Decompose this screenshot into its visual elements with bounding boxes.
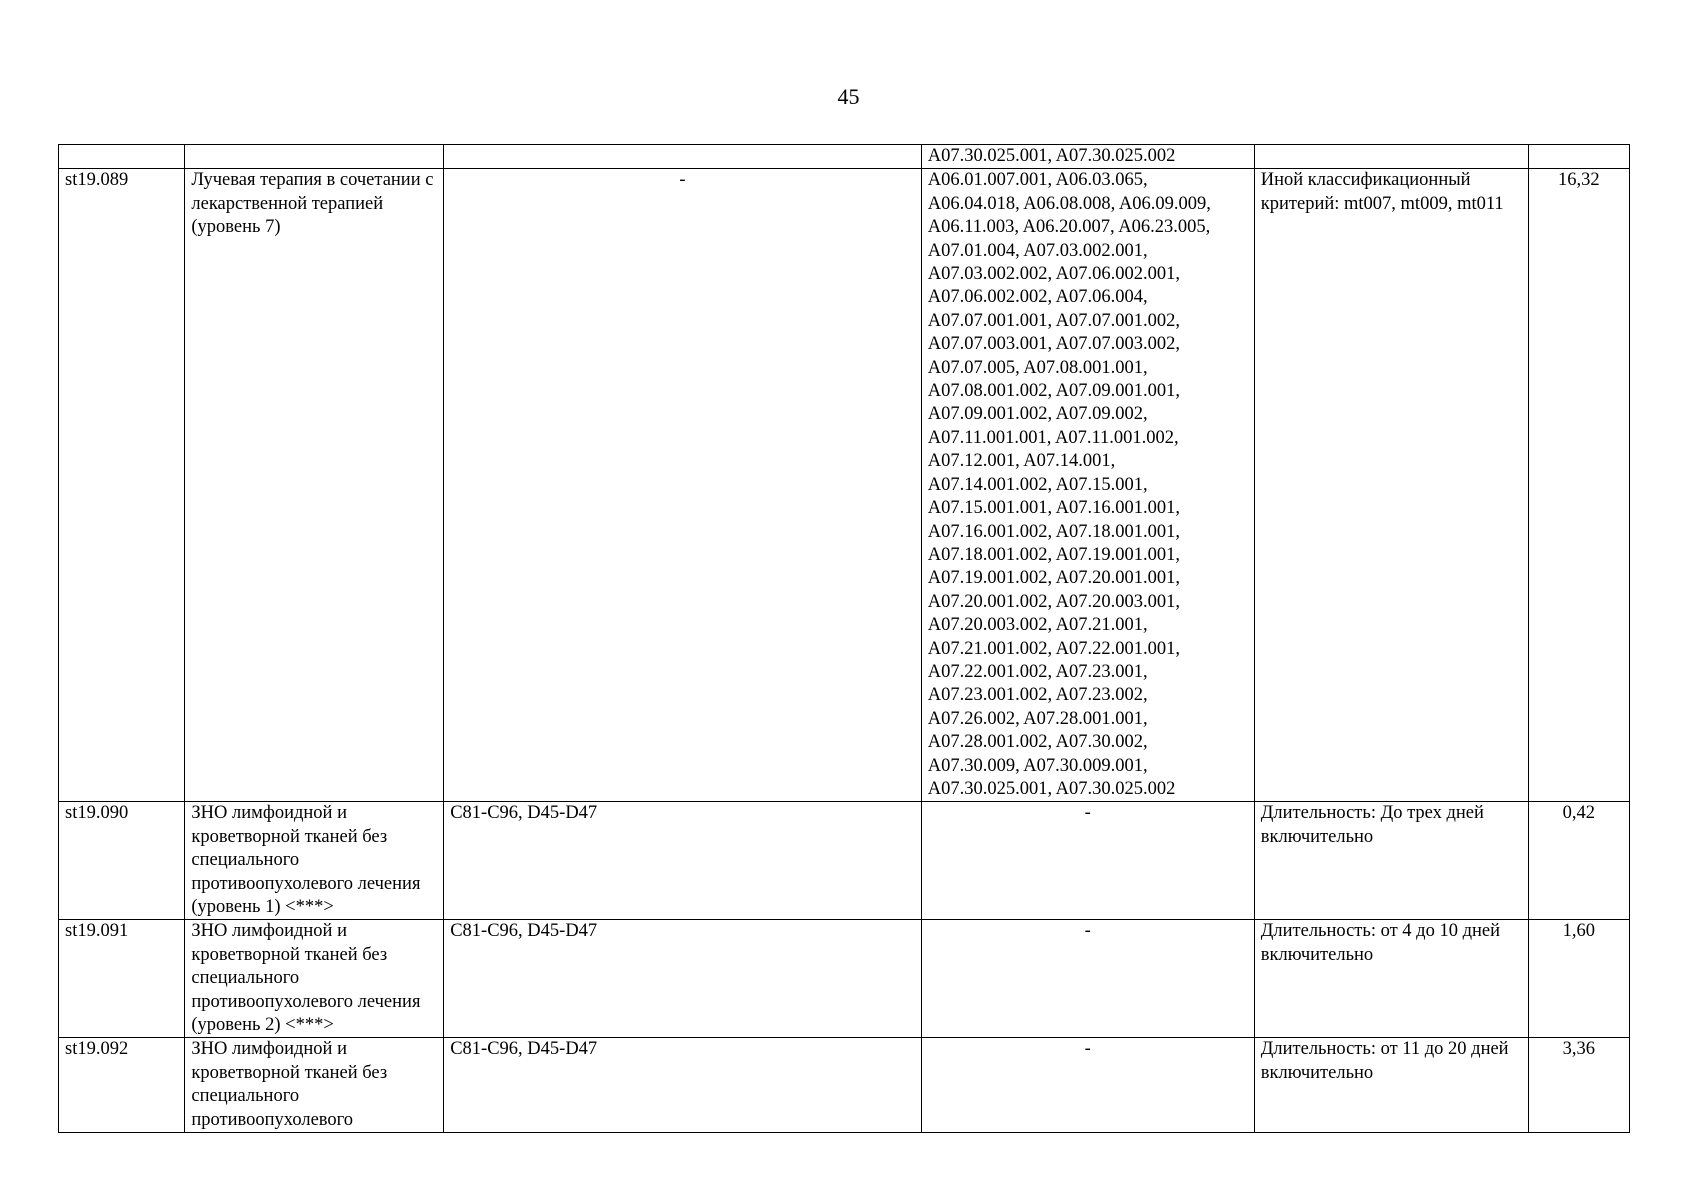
- service-line: A07.22.001.002, A07.23.001,: [927, 661, 1148, 682]
- cell-code: st19.089: [59, 169, 185, 802]
- cell-name: ЗНО лимфоидной и кроветворной тканей без специального противоопухолевого лечения (уровень 1) <***>: [185, 802, 444, 920]
- service-line: A07.09.001.002, A07.09.002,: [927, 404, 1148, 425]
- cell-name: Лучевая терапия в сочетании с лекарственной терапией (уровень 7): [185, 169, 444, 802]
- service-line: A06.04.018, A06.08.008, A06.09.009,: [927, 193, 1211, 214]
- service-line: A07.30.025.001, A07.30.025.002: [927, 778, 1176, 799]
- service-line: A07.23.001.002, A07.23.002,: [927, 685, 1148, 706]
- service-line: A07.26.002, A07.28.001.001,: [927, 708, 1148, 729]
- table-row: [59, 920, 1630, 1038]
- cell-services: [921, 169, 1254, 802]
- service-line: A07.03.002.002, A07.06.002.001,: [927, 264, 1181, 285]
- service-line: A07.21.001.002, A07.22.001.001,: [927, 638, 1181, 659]
- cell-services: -: [921, 1038, 1254, 1133]
- service-line: A07.15.001.001, A07.16.001.001,: [927, 498, 1181, 519]
- cell-criteria: Длительность: от 4 до 10 дней включительно: [1254, 920, 1528, 1038]
- cell-services: -: [921, 920, 1254, 1038]
- cell-coefficient: 3,36: [1528, 1038, 1629, 1133]
- page-number: 45: [837, 84, 860, 109]
- cell-diagnoses: -: [444, 169, 922, 802]
- cell-code: st19.091: [59, 920, 185, 1038]
- table-row: [59, 169, 1630, 802]
- service-line: A07.07.003.001, A07.07.003.002,: [927, 334, 1181, 355]
- cell-diagnoses: C81-C96, D45-D47: [444, 920, 922, 1038]
- service-line: A07.20.001.002, A07.20.003.001,: [927, 591, 1181, 612]
- cell-diagnoses: C81-C96, D45-D47: [444, 802, 922, 920]
- service-line: A06.11.003, A06.20.007, A06.23.005,: [927, 217, 1211, 238]
- service-line: A07.19.001.002, A07.20.001.001,: [927, 568, 1181, 589]
- cell-criteria: Длительность: До трех дней включительно: [1254, 802, 1528, 920]
- cell-code: [59, 145, 185, 169]
- cell-name: [185, 145, 444, 169]
- cell-coefficient: 0,42: [1528, 802, 1629, 920]
- service-line: A07.08.001.002, A07.09.001.001,: [927, 381, 1181, 402]
- service-line: A07.14.001.002, A07.15.001,: [927, 474, 1148, 495]
- table-row-continuation: [59, 145, 1630, 169]
- cell-diagnoses: [444, 145, 922, 169]
- cell-services: -: [921, 802, 1254, 920]
- tariff-table: [58, 144, 1630, 1133]
- service-line: A07.30.009, A07.30.009.001,: [927, 755, 1148, 776]
- cell-code: st19.090: [59, 802, 185, 920]
- service-line: A07.01.004, A07.03.002.001,: [927, 240, 1148, 261]
- cell-services: [921, 145, 1254, 169]
- cell-code: st19.092: [59, 1038, 185, 1133]
- service-line: A07.30.025.001, A07.30.025.002: [927, 146, 1176, 166]
- service-line: A07.12.001, A07.14.001,: [927, 451, 1116, 472]
- cell-name: ЗНО лимфоидной и кроветворной тканей без специального противоопухолевого лечения (уровень 2) <***>: [185, 920, 444, 1038]
- service-line: A07.06.002.002, A07.06.004,: [927, 287, 1148, 308]
- service-line: A07.28.001.002, A07.30.002,: [927, 732, 1148, 753]
- service-line: A07.07.005, A07.08.001.001,: [927, 357, 1148, 378]
- service-line: A07.11.001.001, A07.11.001.002,: [927, 427, 1179, 448]
- cell-criteria: Иной классификационный критерий: mt007, mt009, mt011: [1254, 169, 1528, 802]
- table-row: [59, 802, 1630, 920]
- cell-coefficient: [1528, 145, 1629, 169]
- cell-criteria: Длительность: от 11 до 20 дней включительно: [1254, 1038, 1528, 1133]
- service-line: A06.01.007.001, A06.03.065,: [927, 170, 1148, 191]
- service-line: A07.20.003.002, A07.21.001,: [927, 615, 1148, 636]
- cell-coefficient: 16,32: [1528, 169, 1629, 802]
- cell-name: ЗНО лимфоидной и кроветворной тканей без специального противоопухолевого: [185, 1038, 444, 1133]
- service-line: A07.07.001.001, A07.07.001.002,: [927, 310, 1181, 331]
- cell-coefficient: 1,60: [1528, 920, 1629, 1038]
- service-line: A07.16.001.002, A07.18.001.001,: [927, 521, 1181, 542]
- table-row: [59, 1038, 1630, 1133]
- cell-criteria: [1254, 145, 1528, 169]
- cell-diagnoses: C81-C96, D45-D47: [444, 1038, 922, 1133]
- service-line: A07.18.001.002, A07.19.001.001,: [927, 544, 1181, 565]
